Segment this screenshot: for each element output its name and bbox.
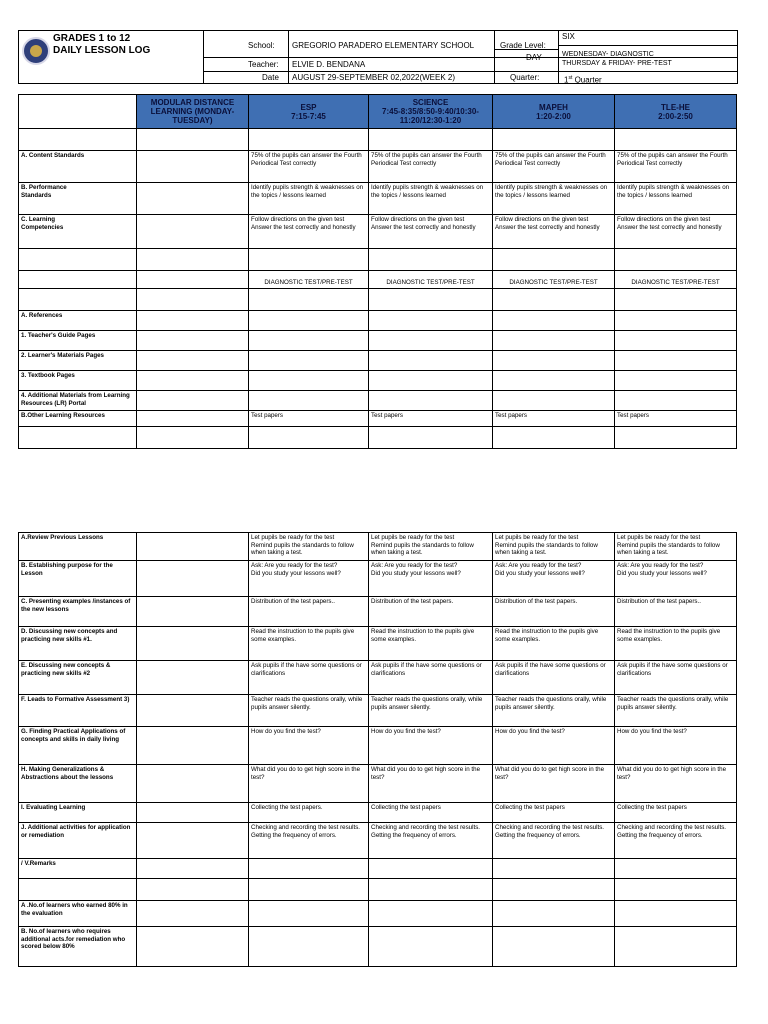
cell-esp: 75% of the pupils can answer the Fourth Periodical Test correctly	[249, 151, 369, 183]
cell-modular	[137, 627, 249, 661]
row-label: / V.Remarks	[19, 859, 137, 879]
cell-esp: How do you find the test?	[249, 727, 369, 765]
cell-science	[369, 901, 493, 927]
cell-esp	[249, 427, 369, 449]
cell-science: Test papers	[369, 411, 493, 427]
document-title	[53, 33, 150, 57]
cell-modular	[137, 803, 249, 823]
cell-science: Follow directions on the given test Answer the test correctly and honestly	[369, 215, 493, 249]
cell-modular	[137, 129, 249, 151]
row-label	[19, 879, 137, 901]
cell-esp: What did you do to get high score in the test?	[249, 765, 369, 803]
row-label: B. No.of learners who requires additional acts.for remediation who scored below 80%	[19, 927, 137, 967]
cell-tle-he: Read the instruction to the pupils give some examples.	[615, 627, 737, 661]
school-label: School:	[248, 41, 275, 50]
cell-science: Checking and recording the test results. Getting the frequency of errors.	[369, 823, 493, 859]
cell-science: Collecting the test papers	[369, 803, 493, 823]
cell-esp	[249, 311, 369, 331]
cell-tle-he	[615, 351, 737, 371]
table-row	[19, 823, 737, 859]
table-row	[19, 249, 737, 271]
cell-modular	[137, 597, 249, 627]
day-label: DAY	[526, 53, 542, 62]
row-label	[19, 427, 137, 449]
row-label	[19, 271, 137, 289]
cell-science	[369, 311, 493, 331]
cell-esp	[249, 879, 369, 901]
cell-modular	[137, 249, 249, 271]
row-label: C. Learning Competencies	[19, 215, 137, 249]
header-info-grid	[204, 30, 738, 84]
row-label	[19, 129, 137, 151]
cell-science: Distribution of the test papers.	[369, 597, 493, 627]
row-label: C. Presenting examples /instances of the new lessons	[19, 597, 137, 627]
cell-mapeh: Let pupils be ready for the test Remind pupils the standards to follow when taking a test.	[493, 533, 615, 561]
cell-esp: Collecting the test papers.	[249, 803, 369, 823]
cell-mapeh	[493, 371, 615, 391]
cell-mapeh: What did you do to get high score in the test?	[493, 765, 615, 803]
cell-modular	[137, 765, 249, 803]
cell-mapeh: Test papers	[493, 411, 615, 427]
cell-modular	[137, 859, 249, 879]
cell-science: Ask pupils if the have some questions or clarifications	[369, 661, 493, 695]
cell-tle-he: Collecting the test papers	[615, 803, 737, 823]
cell-mapeh	[493, 391, 615, 411]
cell-esp: Read the instruction to the pupils give some examples.	[249, 627, 369, 661]
cell-tle-he: Follow directions on the given test Answer the test correctly and honestly	[615, 215, 737, 249]
row-label: F. Leads to Formative Assessment 3)	[19, 695, 137, 727]
cell-esp	[249, 371, 369, 391]
cell-modular	[137, 901, 249, 927]
cell-tle-he: Identify pupils strength & weaknesses on the topics / lessons learned	[615, 183, 737, 215]
cell-tle-he: Teacher reads the questions orally, while pupils answer silently.	[615, 695, 737, 727]
cell-science	[369, 249, 493, 271]
row-label	[19, 289, 137, 311]
cell-tle-he: DIAGNOSTIC TEST/PRE-TEST	[615, 271, 737, 289]
column-header-modular: MODULAR DISTANCE LEARNING (MONDAY-TUESDAY)	[137, 95, 249, 129]
cell-esp: Test papers	[249, 411, 369, 427]
cell-tle-he	[615, 289, 737, 311]
row-label: A.Review Previous Lessons	[19, 533, 137, 561]
quarter-label: Quarter:	[510, 73, 540, 82]
cell-science	[369, 331, 493, 351]
cell-esp	[249, 351, 369, 371]
row-label: I. Evaluating Learning	[19, 803, 137, 823]
header-blank-cell	[19, 95, 137, 129]
cell-mapeh	[493, 311, 615, 331]
table-row	[19, 411, 737, 427]
row-label: G. Finding Practical Applications of concepts and skills in daily living	[19, 727, 137, 765]
lesson-plan-table-2	[18, 532, 737, 967]
table-row	[19, 371, 737, 391]
cell-esp	[249, 331, 369, 351]
row-label: 1. Teacher's Guide Pages	[19, 331, 137, 351]
cell-mapeh: Checking and recording the test results. Getting the frequency of errors.	[493, 823, 615, 859]
cell-modular	[137, 391, 249, 411]
cell-tle-he: What did you do to get high score in the test?	[615, 765, 737, 803]
table-row	[19, 727, 737, 765]
table-row	[19, 129, 737, 151]
cell-esp: Identify pupils strength & weaknesses on the topics / lessons learned	[249, 183, 369, 215]
table-row	[19, 901, 737, 927]
table-row	[19, 695, 737, 727]
row-label: B.Other Learning Resources	[19, 411, 137, 427]
cell-science: Identify pupils strength & weaknesses on the topics / lessons learned	[369, 183, 493, 215]
grade-level-value: SIX	[562, 32, 575, 41]
teacher-label: Teacher:	[248, 60, 279, 69]
cell-science: Teacher reads the questions orally, while pupils answer silently.	[369, 695, 493, 727]
column-header-mapeh: MAPEH 1:20-2:00	[493, 95, 615, 129]
table-row	[19, 289, 737, 311]
column-header-esp: ESP 7:15-7:45	[249, 95, 369, 129]
cell-esp	[249, 391, 369, 411]
cell-modular	[137, 533, 249, 561]
cell-mapeh: Ask pupils if the have some questions or clarifications	[493, 661, 615, 695]
cell-mapeh: How do you find the test?	[493, 727, 615, 765]
quarter-value: 1st Quarter	[564, 75, 602, 85]
school-value: GREGORIO PARADERO ELEMENTARY SCHOOL	[292, 41, 475, 50]
cell-tle-he: Distribution of the test papers..	[615, 597, 737, 627]
cell-tle-he	[615, 311, 737, 331]
cell-science: How do you find the test?	[369, 727, 493, 765]
cell-modular	[137, 311, 249, 331]
cell-modular	[137, 427, 249, 449]
cell-mapeh	[493, 129, 615, 151]
cell-science	[369, 927, 493, 967]
lesson-plan-table-1	[18, 94, 737, 449]
cell-science: Read the instruction to the pupils give some examples.	[369, 627, 493, 661]
cell-esp: Let pupils be ready for the test Remind pupils the standards to follow when taking a test.	[249, 533, 369, 561]
cell-esp	[249, 901, 369, 927]
cell-tle-he	[615, 427, 737, 449]
table-row	[19, 351, 737, 371]
table-row	[19, 561, 737, 597]
table-row	[19, 533, 737, 561]
teacher-value: ELVIE D. BENDANA	[292, 60, 366, 69]
table-row	[19, 331, 737, 351]
table-row	[19, 271, 737, 289]
cell-modular	[137, 727, 249, 765]
grade-level-label: Grade Level:	[500, 41, 546, 50]
cell-tle-he: Ask: Are you ready for the test? Did you study your lessons well?	[615, 561, 737, 597]
cell-modular	[137, 371, 249, 391]
cell-science	[369, 427, 493, 449]
cell-tle-he	[615, 859, 737, 879]
cell-modular	[137, 215, 249, 249]
cell-tle-he	[615, 391, 737, 411]
cell-esp: Checking and recording the test results. Getting the frequency of errors.	[249, 823, 369, 859]
cell-tle-he	[615, 371, 737, 391]
cell-modular	[137, 927, 249, 967]
cell-esp: DIAGNOSTIC TEST/PRE-TEST	[249, 271, 369, 289]
column-header-science: SCIENCE 7:45-8:35/8:50-9:40/10:30-11:20/12:30-1:20	[369, 95, 493, 129]
cell-mapeh	[493, 879, 615, 901]
cell-modular	[137, 411, 249, 427]
cell-modular	[137, 289, 249, 311]
cell-tle-he	[615, 927, 737, 967]
cell-esp	[249, 249, 369, 271]
cell-esp	[249, 927, 369, 967]
row-label: B. Establishing purpose for the Lesson	[19, 561, 137, 597]
cell-tle-he	[615, 331, 737, 351]
cell-science: 75% of the pupils can answer the Fourth Periodical Test correctly	[369, 151, 493, 183]
cell-modular	[137, 823, 249, 859]
cell-esp: Distribution of the test papers..	[249, 597, 369, 627]
cell-tle-he: Test papers	[615, 411, 737, 427]
cell-mapeh	[493, 289, 615, 311]
cell-esp	[249, 859, 369, 879]
cell-science	[369, 391, 493, 411]
cell-mapeh: 75% of the pupils can answer the Fourth Periodical Test correctly	[493, 151, 615, 183]
row-label: B. Performance Standards	[19, 183, 137, 215]
cell-science	[369, 351, 493, 371]
cell-mapeh: Distribution of the test papers.	[493, 597, 615, 627]
cell-modular	[137, 661, 249, 695]
deped-seal-icon	[22, 37, 50, 65]
cell-modular	[137, 151, 249, 183]
table-row	[19, 927, 737, 967]
cell-modular	[137, 271, 249, 289]
row-label	[19, 249, 137, 271]
cell-mapeh: Read the instruction to the pupils give some examples.	[493, 627, 615, 661]
cell-tle-he: 75% of the pupils can answer the Fourth Periodical Test correctly	[615, 151, 737, 183]
cell-esp: Ask pupils if the have some questions or clarifications	[249, 661, 369, 695]
table-row	[19, 427, 737, 449]
cell-tle-he: Let pupils be ready for the test Remind pupils the standards to follow when taking a test.	[615, 533, 737, 561]
cell-mapeh: Ask: Are you ready for the test? Did you study your lessons well?	[493, 561, 615, 597]
table-row	[19, 765, 737, 803]
row-label: A. References	[19, 311, 137, 331]
cell-modular	[137, 351, 249, 371]
cell-mapeh: DIAGNOSTIC TEST/PRE-TEST	[493, 271, 615, 289]
cell-mapeh	[493, 427, 615, 449]
row-label: E. Discussing new concepts & practicing new skills #2	[19, 661, 137, 695]
cell-esp: Follow directions on the given test Answer the test correctly and honestly	[249, 215, 369, 249]
cell-modular	[137, 879, 249, 901]
cell-esp: Teacher reads the questions orally, while pupils answer silently.	[249, 695, 369, 727]
cell-mapeh	[493, 927, 615, 967]
row-label: H. Making Generalizations & Abstractions about the lessons	[19, 765, 137, 803]
cell-mapeh	[493, 249, 615, 271]
title-line-1: GRADES 1 to 12	[53, 33, 131, 44]
row-label: A .No.of learners who earned 80% in the evaluation	[19, 901, 137, 927]
cell-science	[369, 371, 493, 391]
table-row	[19, 597, 737, 627]
row-label: J. Additional activities for application or remediation	[19, 823, 137, 859]
table-row	[19, 627, 737, 661]
cell-science: Ask: Are you ready for the test? Did you study your lessons well?	[369, 561, 493, 597]
cell-mapeh: Teacher reads the questions orally, while pupils answer silently.	[493, 695, 615, 727]
cell-mapeh	[493, 331, 615, 351]
cell-modular	[137, 561, 249, 597]
table-row	[19, 215, 737, 249]
cell-esp	[249, 129, 369, 151]
cell-modular	[137, 695, 249, 727]
row-label: 2. Learner's Materials Pages	[19, 351, 137, 371]
cell-science	[369, 289, 493, 311]
cell-modular	[137, 183, 249, 215]
cell-tle-he	[615, 901, 737, 927]
table-row	[19, 661, 737, 695]
cell-science: Let pupils be ready for the test Remind pupils the standards to follow when taking a test.	[369, 533, 493, 561]
table-row	[19, 311, 737, 331]
cell-science	[369, 859, 493, 879]
cell-tle-he: Ask pupils if the have some questions or clarifications	[615, 661, 737, 695]
table-row	[19, 391, 737, 411]
cell-tle-he: Checking and recording the test results. Getting the frequency of errors.	[615, 823, 737, 859]
cell-tle-he	[615, 879, 737, 901]
cell-tle-he	[615, 129, 737, 151]
cell-mapeh	[493, 351, 615, 371]
cell-science: DIAGNOSTIC TEST/PRE-TEST	[369, 271, 493, 289]
header	[18, 30, 738, 84]
cell-esp: Ask: Are you ready for the test? Did you study your lessons well?	[249, 561, 369, 597]
table-row	[19, 859, 737, 879]
cell-science	[369, 879, 493, 901]
title-line-2: DAILY LESSON LOG	[53, 45, 151, 56]
cell-mapeh: Collecting the test papers	[493, 803, 615, 823]
row-label: D. Discussing new concepts and practicing new skills #1.	[19, 627, 137, 661]
cell-esp	[249, 289, 369, 311]
cell-tle-he: How do you find the test?	[615, 727, 737, 765]
table-row	[19, 151, 737, 183]
date-value: AUGUST 29-SEPTEMBER 02,2022(WEEK 2)	[292, 73, 456, 82]
cell-mapeh: Identify pupils strength & weaknesses on the topics / lessons learned	[493, 183, 615, 215]
cell-science: What did you do to get high score in the test?	[369, 765, 493, 803]
cell-science	[369, 129, 493, 151]
row-label: A. Content Standards	[19, 151, 137, 183]
row-label: 4. Additional Materials from Learning Resources (LR) Portal	[19, 391, 137, 411]
row-label: 3. Textbook Pages	[19, 371, 137, 391]
cell-mapeh	[493, 901, 615, 927]
day-value: WEDNESDAY- DIAGNOSTIC THURSDAY & FRIDAY- PRE-TEST	[562, 51, 672, 67]
date-label: Date	[262, 73, 279, 82]
cell-tle-he	[615, 249, 737, 271]
column-header-tle-he: TLE-HE 2:00-2:50	[615, 95, 737, 129]
cell-mapeh: Follow directions on the given test Answer the test correctly and honestly	[493, 215, 615, 249]
table-row	[19, 879, 737, 901]
table-row	[19, 183, 737, 215]
cell-mapeh	[493, 859, 615, 879]
title-box	[18, 30, 204, 84]
table-row	[19, 803, 737, 823]
cell-modular	[137, 331, 249, 351]
